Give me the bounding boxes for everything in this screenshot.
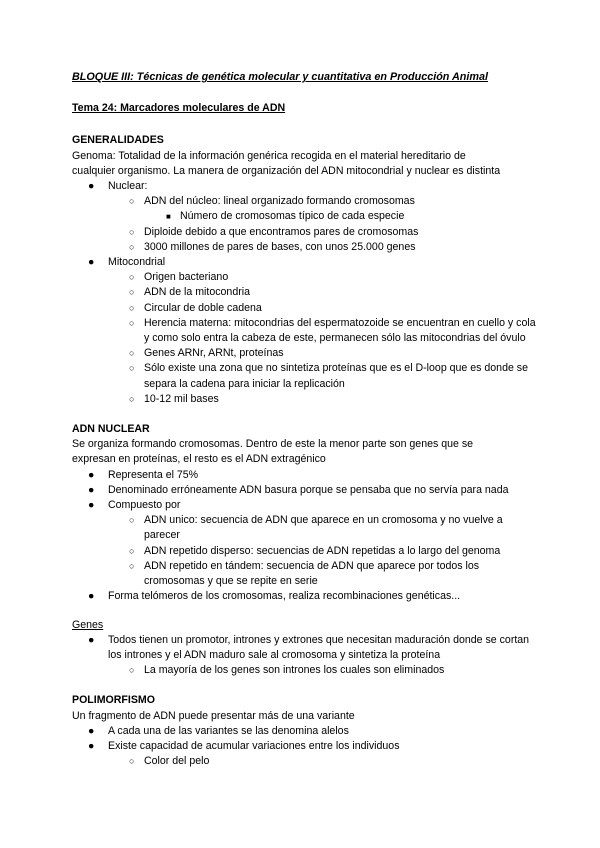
list-item: ○ La mayoría de los genes son intrones los cuales son eliminados xyxy=(72,663,537,678)
circle-bullet-icon: ○ xyxy=(129,665,135,676)
circle-bullet-icon: ○ xyxy=(129,287,135,298)
list-item: ○ Sólo existe una zona que no sintetiza proteínas que es el D-loop que es donde se separa la cadena para iniciar la replicación xyxy=(129,362,528,390)
list-item: ○ ADN del núcleo: lineal organizado formando cromosomas xyxy=(72,194,537,209)
list-item: ○ 3000 millones de pares de bases, con unos 25.000 genes xyxy=(72,240,537,255)
list-item: ● A cada una de las variantes se las denomina alelos xyxy=(72,724,537,739)
paragraph: expresan en proteínas, el resto es el ADN extragénico xyxy=(72,453,326,466)
list-item: ■ Número de cromosomas típico de cada especie xyxy=(72,209,537,224)
square-bullet-icon: ■ xyxy=(166,212,171,222)
paragraph: Un fragmento de ADN puede presentar más de una variante xyxy=(72,709,355,722)
bullet-list xyxy=(72,179,537,407)
bullet-icon: ● xyxy=(88,724,95,737)
list-item: ○ Genes ARNr, ARNt, proteínas xyxy=(72,346,537,361)
bullet-list xyxy=(72,633,537,679)
list-item: ○ Color del pelo xyxy=(72,754,537,769)
circle-bullet-icon: ○ xyxy=(129,348,135,359)
bullet-icon: ● xyxy=(88,739,95,752)
list-item: ● Todos tienen un promotor, intrones y extrones que necesitan maduración donde se cortan los intrones y el ADN maduro sale al cromosoma y sintetiza la proteína xyxy=(88,633,530,661)
list-item: ● Representa el 75% xyxy=(72,468,537,483)
bullet-icon: ● xyxy=(88,256,95,269)
bullet-icon: ● xyxy=(88,483,95,496)
circle-bullet-icon: ○ xyxy=(129,363,135,374)
bullet-icon: ● xyxy=(88,499,95,512)
circle-bullet-icon: ○ xyxy=(129,393,135,404)
paragraph: Genoma: Totalidad de la información genérica recogida en el material hereditario de xyxy=(72,149,466,162)
list-item: ○ ADN unico: secuencia de ADN que aparece en un cromosoma y no vuelve a parecer xyxy=(129,514,503,542)
circle-bullet-icon: ○ xyxy=(129,545,135,556)
circle-bullet-icon: ○ xyxy=(129,272,135,283)
bullet-icon: ● xyxy=(88,468,95,481)
list-item: ○ Herencia materna: mitocondrias del espermatozoide se encuentran en cuello y cola y como solo entra la cabeza de este, permanecen sólo las mitocondrias del óvulo xyxy=(129,316,536,345)
list-item: ○ ADN repetido en tándem: secuencia de ADN que aparece por todos los cromosomas y que se repite en serie xyxy=(129,559,480,588)
subsection-heading-genes: Genes xyxy=(72,618,104,631)
section-heading-adn-nuclear: ADN NUCLEAR xyxy=(72,423,150,436)
paragraph: cualquier organismo. La manera de organización del ADN mitocondrial y nuclear es distinta xyxy=(72,164,501,177)
list-item: ● Compuesto por xyxy=(72,498,537,513)
circle-bullet-icon: ○ xyxy=(129,302,135,313)
bullet-list xyxy=(72,724,537,770)
circle-bullet-icon: ○ xyxy=(129,241,135,252)
bullet-list xyxy=(72,468,537,605)
list-item: ○ Diploide debido a que encontramos pares de cromosomas xyxy=(72,225,537,240)
section-heading-polimorfismo: POLIMORFISMO xyxy=(72,694,155,707)
list-item: ○ ADN repetido disperso: secuencias de ADN repetidas a lo largo del genoma xyxy=(72,544,537,559)
list-item: ● Existe capacidad de acumular variaciones entre los individuos xyxy=(72,739,537,754)
bullet-icon: ● xyxy=(88,633,95,646)
bullet-icon: ● xyxy=(88,590,95,603)
list-item: ● Mitocondrial xyxy=(72,255,537,270)
list-item: ● Nuclear: xyxy=(72,179,537,194)
circle-bullet-icon: ○ xyxy=(129,560,135,571)
block-title: BLOQUE III: Técnicas de genética molecular y cuantitativa en Producción Animal xyxy=(72,71,488,83)
list-item: ○ ADN de la mitocondria xyxy=(72,285,537,300)
circle-bullet-icon: ○ xyxy=(129,317,135,328)
paragraph: Se organiza formando cromosomas. Dentro de este la menor parte son genes que se xyxy=(72,438,474,451)
circle-bullet-icon: ○ xyxy=(129,756,135,767)
list-item: ○ Circular de doble cadena xyxy=(72,301,537,316)
topic-title: Tema 24: Marcadores moleculares de ADN xyxy=(72,102,286,115)
document-page xyxy=(72,70,537,769)
circle-bullet-icon: ○ xyxy=(129,226,135,237)
list-item: ○ 10-12 mil bases xyxy=(72,392,537,407)
bullet-icon: ● xyxy=(88,180,95,193)
list-item: ● Denominado erróneamente ADN basura porque se pensaba que no servía para nada xyxy=(72,483,537,498)
section-heading-generalidades: GENERALIDADES xyxy=(72,134,164,147)
list-item: ● Forma telómeros de los cromosomas, realiza recombinaciones genéticas... xyxy=(72,589,537,604)
list-item: ○ Origen bacteriano xyxy=(72,270,537,285)
circle-bullet-icon: ○ xyxy=(129,196,135,207)
circle-bullet-icon: ○ xyxy=(129,515,135,526)
